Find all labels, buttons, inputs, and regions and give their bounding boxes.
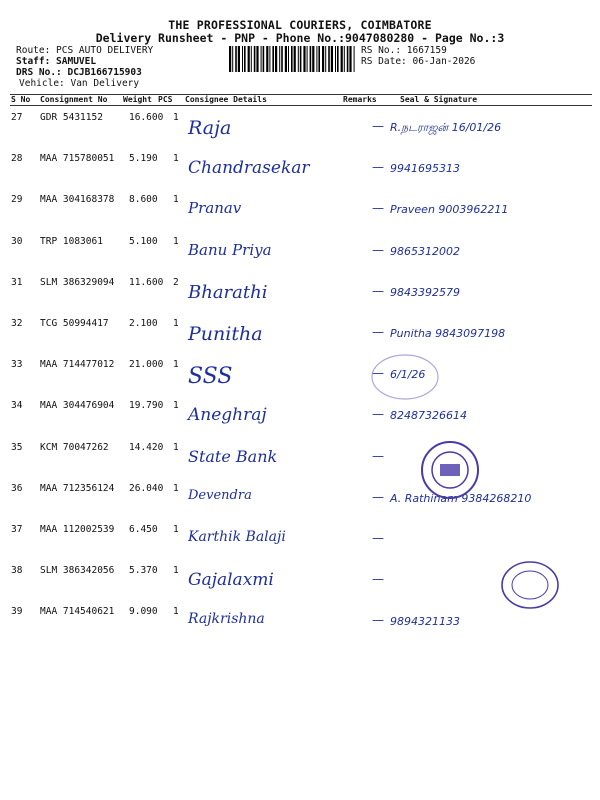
row-weight: 8.600 [129,194,158,205]
barcode-bar [331,46,333,72]
row-weight: 26.040 [129,483,164,494]
barcode-bar [316,46,317,72]
barcode-bar [300,46,302,72]
row-weight: 6.450 [129,524,158,535]
barcode-bar [291,46,293,72]
barcode-bar [349,46,351,72]
row-signature-handwriting: 9843392579 [390,286,460,299]
barcode-bar [285,46,287,72]
barcode-bar [288,46,289,72]
row-consignment-no: KCM 70047262 [40,442,109,453]
row-consignee-handwriting: Aneghraj [188,405,267,425]
row-weight: 5.190 [129,153,158,164]
row-weight: 5.370 [129,565,158,576]
row-consignee-handwriting: Bharathi [188,282,268,303]
page-title: THE PROFESSIONAL COURIERS, COIMBATORE [168,18,432,32]
row-consignee-handwriting: Pranav [188,199,242,217]
row-signature-handwriting: 82487326614 [390,409,467,422]
row-sno: 35 [11,442,23,453]
barcode-bar [251,46,252,72]
row-pcs: 1 [173,194,179,205]
staff-text: Staff: SAMUVEL [16,56,97,67]
vehicle-text: Vehicle: Van Delivery [19,78,140,89]
barcode-bar [244,46,246,72]
row-pcs: 1 [173,359,179,370]
row-consignee-handwriting: SSS [188,364,233,389]
row-consignment-no: MAA 712356124 [40,483,115,494]
row-remarks-dash: — [372,572,384,586]
row-signature-handwriting: R.நடராஜன் 16/01/26 [390,121,502,134]
barcode-bar [279,46,280,72]
row-pcs: 1 [173,524,179,535]
row-consignment-no: MAA 714477012 [40,359,115,370]
row-consignee-handwriting: Punitha [188,323,263,345]
barcode-bar [347,46,349,72]
row-pcs: 1 [173,565,179,576]
barcode-bar [298,46,299,72]
barcode-bar [281,46,283,72]
table-row [0,478,600,524]
row-consignee-handwriting: Raja [188,117,232,139]
row-pcs: 1 [173,153,179,164]
barcode-bar [303,46,305,72]
table-row [0,231,600,277]
row-remarks-dash: — [372,531,384,545]
row-remarks-dash: — [372,160,384,174]
barcode-bar [310,46,312,72]
row-consignment-no: TRP 1083061 [40,236,103,247]
faint-seal-stamp [370,352,440,402]
row-consignment-no: MAA 304168378 [40,194,115,205]
col-weight: Weight [123,95,152,104]
row-remarks-dash: — [372,366,384,380]
table-row [0,189,600,235]
col-consignee: Consignee Details [185,95,267,104]
runsheet-meta-right [361,45,475,67]
row-signature-handwriting: 9941695313 [390,162,460,175]
barcode-icon [229,46,357,72]
row-sno: 29 [11,194,23,205]
row-remarks-dash: — [372,613,384,627]
company-seal-stamp [500,560,560,610]
table-row [0,395,600,441]
barcode-bar [235,46,237,72]
drs-text: DRS No.: DCJB166715903 [16,67,142,78]
row-consignee-handwriting: Karthik Balaji [188,529,286,545]
barcode-bar [325,46,326,72]
row-pcs: 1 [173,236,179,247]
row-weight: 2.100 [129,318,158,329]
col-sno: S No [11,95,31,104]
barcode-bar [238,46,240,72]
runsheet-meta-left [16,45,153,89]
row-remarks-dash: — [372,449,384,463]
row-weight: 5.100 [129,236,158,247]
row-weight: 11.600 [129,277,164,288]
row-remarks-dash: — [372,243,384,257]
row-pcs: 2 [173,277,179,288]
barcode-bar [318,46,320,72]
row-consignee-handwriting: Banu Priya [188,241,272,259]
row-consignment-no: SLM 386342056 [40,565,115,576]
barcode-bar [261,46,262,72]
row-weight: 21.000 [129,359,164,370]
page-subtitle: Delivery Runsheet - PNP - Phone No.:9047080280 - Page No.:3 [95,31,505,45]
row-pcs: 1 [173,112,179,123]
row-sno: 31 [11,277,23,288]
row-sno: 30 [11,236,23,247]
row-consignee-handwriting: Gajalaxmi [188,570,274,590]
row-remarks-dash: — [372,325,384,339]
barcode-bar [294,46,296,72]
row-signature-handwriting: Punitha 9843097198 [390,327,506,340]
rs-number-text: RS No.: 1667159 [361,45,447,56]
barcode-bar [256,46,258,72]
barcode-bar [322,46,324,72]
row-weight: 16.600 [129,112,164,123]
barcode-bar [248,46,250,72]
rs-date-text: RS Date: 06-Jan-2026 [361,56,476,67]
row-sno: 33 [11,359,23,370]
table-row [0,148,600,194]
table-row [0,313,600,359]
row-signature-handwriting: 9865312002 [390,245,460,258]
row-remarks-dash: — [372,490,384,504]
table-row [0,437,600,483]
col-remarks: Remarks [343,95,377,104]
col-pcs: PCS [158,95,173,104]
barcode-bar [229,46,231,72]
row-consignment-no: MAA 304476904 [40,400,115,411]
row-sno: 28 [11,153,23,164]
row-sno: 38 [11,565,23,576]
row-signature-handwriting: A. Rathinam 9384268210 [390,492,532,505]
row-remarks-dash: — [372,407,384,421]
row-consignee-handwriting: Rajkrishna [188,611,265,627]
row-weight: 9.090 [129,606,158,617]
row-consignment-no: MAA 714540621 [40,606,115,617]
row-sno: 27 [11,112,23,123]
header-bottom-rule [10,105,592,106]
row-consignment-no: MAA 715780051 [40,153,115,164]
row-pcs: 1 [173,442,179,453]
barcode-bar [242,46,243,72]
table-row [0,519,600,565]
row-sno: 37 [11,524,23,535]
route-text: Route: PCS AUTO DELIVERY [16,45,154,56]
barcode-bar [344,46,345,72]
barcode-bar [275,46,277,72]
barcode-bar [307,46,308,72]
barcode-bar [354,46,355,72]
row-sno: 39 [11,606,23,617]
row-weight: 14.420 [129,442,164,453]
row-consignee-handwriting: State Bank [188,447,278,466]
row-sno: 36 [11,483,23,494]
table-row [0,272,600,318]
barcode-bar [312,46,314,72]
row-signature-handwriting: 6/1/26 [390,368,426,381]
row-signature-handwriting: 9894321133 [390,615,460,628]
barcode-bar [341,46,343,72]
table-row [0,107,600,153]
barcode-bar [232,46,233,72]
row-pcs: 1 [173,483,179,494]
row-remarks-dash: — [372,284,384,298]
col-consignment: Consignment No [40,95,108,104]
col-seal: Seal & Signature [400,95,478,104]
table-row [0,354,600,400]
row-consignment-no: TCG 50994417 [40,318,109,329]
barcode-bar [272,46,274,72]
row-consignee-handwriting: Chandrasekar [188,158,310,178]
row-sno: 34 [11,400,23,411]
row-remarks-dash: — [372,201,384,215]
row-pcs: 1 [173,606,179,617]
barcode-bar [328,46,330,72]
row-consignment-no: SLM 386329094 [40,277,115,288]
row-weight: 19.790 [129,400,164,411]
barcode-bar [254,46,256,72]
row-signature-handwriting: Praveen 9003962211 [390,203,509,216]
row-consignment-no: GDR 5431152 [40,112,103,123]
row-consignment-no: MAA 112002539 [40,524,115,535]
barcode-bar [269,46,270,72]
barcode-bar [263,46,265,72]
barcode-bar [266,46,268,72]
row-pcs: 1 [173,318,179,329]
row-sno: 32 [11,318,23,329]
row-remarks-dash: — [372,119,384,133]
row-consignee-handwriting: Devendra [188,488,252,503]
bank-seal-stamp [420,440,480,500]
row-pcs: 1 [173,400,179,411]
barcode-bar [335,46,336,72]
barcode-bar [337,46,339,72]
